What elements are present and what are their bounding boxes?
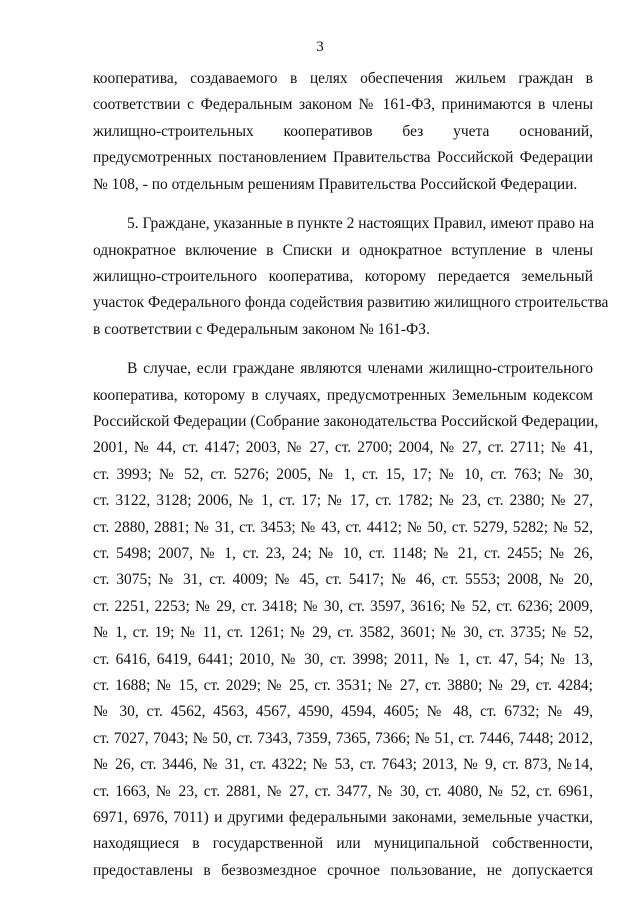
paragraph xyxy=(93,211,609,343)
text-line: Российской Федерации (Собрание законодательства Российской Федерации, xyxy=(93,413,599,431)
text-line: 6971, 6976, 7011) и другими федеральными законами, земельные участки, xyxy=(93,808,593,826)
text-line: № 26, ст. 3446, № 31, ст. 4322; № 53, ст. 7643; 2013, № 9, ст. 873, №14, xyxy=(93,756,593,774)
text-line: ст. 2880, 2881; № 31, ст. 3453; № 43, ст. 4412; № 50, ст. 5279, 5282; № 52, xyxy=(93,518,593,536)
text-line: предусмотренных постановлением Правительства Российской Федерации xyxy=(93,149,593,167)
text-line: № 108, - по отдельным решениям Правительства Российской Федерации. xyxy=(93,175,578,193)
text-line: ст. 7027, 7043; № 50, ст. 7343, 7359, 7365, 7366; № 51, ст. 7446, 7448; 2012, xyxy=(93,729,593,747)
text-line: однократное включение в Списки и однократное вступление в члены xyxy=(93,241,593,259)
document-body xyxy=(93,66,609,884)
text-line: ст. 3122, 3128; 2006, № 1, ст. 17; № 17, ст. 1782; № 23, ст. 2380; № 27, xyxy=(93,492,593,510)
paragraph xyxy=(93,356,599,884)
text-line: жилищно-строительных кооперативов без учета оснований, xyxy=(93,122,593,140)
text-line: № 30, ст. 4562, 4563, 4567, 4590, 4594, 4605; № 48, ст. 6732; № 49, xyxy=(93,703,593,721)
text-line: В случае, если граждане являются членами жилищно-строительного xyxy=(127,360,593,378)
text-line: ст. 2251, 2253; № 29, ст. 3418; № 30, ст. 3597, 3616; № 52, ст. 6236; 2009, xyxy=(93,597,593,615)
text-line: № 1, ст. 19; № 11, ст. 1261; № 29, ст. 3582, 3601; № 30, ст. 3735; № 52, xyxy=(93,624,593,642)
text-line: кооператива, которому в случаях, предусмотренных Земельным кодексом xyxy=(93,386,593,404)
text-line: участок Федерального фонда содействия развитию жилищного строительства xyxy=(93,294,609,312)
page-number: 3 xyxy=(316,39,324,55)
text-line: ст. 3075; № 31, ст. 4009; № 45, ст. 5417; № 46, ст. 5553; 2008, № 20, xyxy=(93,571,593,589)
text-line: жилищно-строительного кооператива, которому передается земельный xyxy=(93,267,593,285)
text-line: ст. 6416, 6419, 6441; 2010, № 30, ст. 3998; 2011, № 1, ст. 47, 54; № 13, xyxy=(93,650,593,668)
paragraph xyxy=(93,66,593,198)
text-line: в соответствии с Федеральным законом № 161-ФЗ. xyxy=(93,320,430,338)
text-line: предоставлены в безвозмездное срочное пользование, не допускается xyxy=(93,861,593,879)
text-line: ст. 3993; № 52, ст. 5276; 2005, № 1, ст. 15, 17; № 10, ст. 763; № 30, xyxy=(93,465,593,483)
text-line: ст. 5498; 2007, № 1, ст. 23, 24; № 10, ст. 1148; № 21, ст. 2455; № 26, xyxy=(93,545,593,563)
text-line: ст. 1663, № 23, ст. 2881, № 27, ст. 3477, № 30, ст. 4080, № 52, ст. 6961, xyxy=(93,782,593,800)
text-line: находящиеся в государственной или муниципальной собственности, xyxy=(93,835,593,853)
text-line: соответствии с Федеральным законом № 161-ФЗ, принимаются в члены xyxy=(93,96,593,114)
text-line: 2001, № 44, ст. 4147; 2003, № 27, ст. 2700; 2004, № 27, ст. 2711; № 41, xyxy=(93,439,593,457)
text-line: ст. 1688; № 15, ст. 2029; № 25, ст. 3531; № 27, ст. 3880; № 29, ст. 4284; xyxy=(93,676,593,694)
text-line: кооператива, создаваемого в целях обеспечения жильем граждан в xyxy=(93,70,593,87)
text-line: 5. Граждане, указанные в пункте 2 настоящих Правил, имеют право на xyxy=(127,215,595,233)
